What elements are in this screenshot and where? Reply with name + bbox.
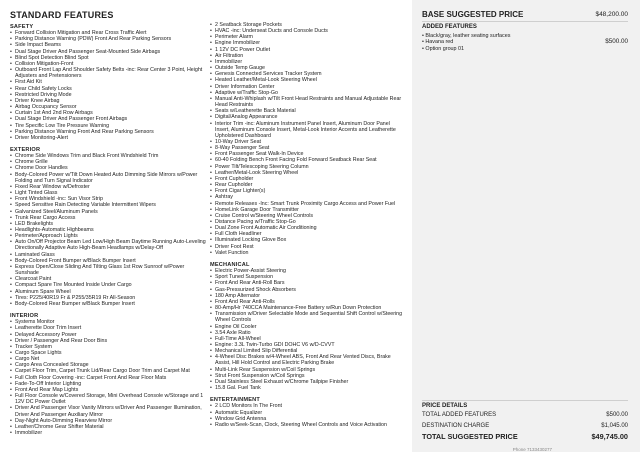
divider: [422, 21, 628, 22]
feature-item: • 2 LCD Monitors In The Front: [210, 403, 406, 409]
feature-list: [210, 22, 406, 256]
destination-row: [422, 423, 628, 429]
feature-item: • Mechanical Limited Slip Differential: [210, 348, 406, 354]
feature-list: [10, 30, 206, 141]
feature-item: • Laminated Glass: [10, 252, 206, 258]
feature-item: • Chrome Grille: [10, 159, 206, 165]
feature-item: • 180 Amp Alternator: [210, 293, 406, 299]
feature-item: • Cruise Control w/Steering Wheel Controls: [210, 213, 406, 219]
feature-item: • Fade-To-Off Interior Lighting: [10, 381, 206, 387]
feature-item: • Front Windshield -inc: Sun Visor Strip: [10, 196, 206, 202]
feature-item: • Transmission w/Driver Selectable Mode and Sequential Shift Control w/Steering Wheel Controls: [210, 311, 406, 323]
feature-item: • Front And Rear Map Lights: [10, 387, 206, 393]
feature-item: • Multi-Link Rear Suspension w/Coil Springs: [210, 367, 406, 373]
feature-item: • Illuminated Locking Glove Box: [210, 237, 406, 243]
feature-item: • Chrome Side Windows Trim and Black Front Windshield Trim: [10, 153, 206, 159]
section-heading: MECHANICAL: [210, 261, 250, 268]
feature-item: • Dual Stage Driver And Passenger Front Airbags: [10, 116, 206, 122]
feature-item: • Tire Specific Low Tire Pressure Warning: [10, 123, 206, 129]
added-feature-label: Black/gray, leather seating surfaces: [425, 33, 511, 39]
feature-item: • Headlights-Automatic Highbeams: [10, 227, 206, 233]
feature-item: • Perimeter Alarm: [210, 34, 406, 40]
feature-item: • Driver / Passenger And Rear Door Bins: [10, 338, 206, 344]
added-feature-row: • Havana red $500.00: [422, 38, 628, 46]
feature-item: • Driver Knee Airbag: [10, 98, 206, 104]
feature-item: • Auto On/Off Projector Beam Led Low/High Beam Daytime Running Auto-Leveling Directionally Adaptive Auto High-Beam Headlamps w/Delay-Off: [10, 239, 206, 251]
feature-item: • Power Tilt/Telescoping Steering Column: [210, 164, 406, 170]
feature-item: • Blind Spot Detection Blind Spot: [10, 55, 206, 61]
feature-item: • Express Open/Close Sliding And Tilting Glass 1st Row Sunroof w/Power Sunshade: [10, 264, 206, 276]
pricing-panel: [412, 0, 640, 452]
features-column-2: [210, 22, 406, 428]
total-added-label: TOTAL ADDED FEATURES: [422, 412, 497, 418]
feature-item: • Clearcoat Paint: [10, 276, 206, 282]
feature-item: • 80-Amp/Hr 740CCA Maintenance-Free Battery w/Run Down Protection: [210, 305, 406, 311]
feature-item: • Seats w/Leatherette Back Material: [210, 108, 406, 114]
feature-item: • Galvanized Steel/Aluminum Panels: [10, 209, 206, 215]
features-column-1: [10, 22, 206, 436]
feature-item: • First Aid Kit: [10, 79, 206, 85]
destination-label: DESTINATION CHARGE: [422, 423, 490, 429]
feature-item: • Restricted Driving Mode: [10, 92, 206, 98]
feature-item: • Driver Foot Rest: [210, 244, 406, 250]
feature-item: • Engine: 3.3L Twin-Turbo GDI DOHC V6 w/D-CVVT: [210, 342, 406, 348]
feature-item: • Dual Stage Driver And Passenger Seat-Mounted Side Airbags: [10, 49, 206, 55]
feature-item: • Body-Colored Front Bumper w/Black Bumper Insert: [10, 258, 206, 264]
feature-item: • Airbag Occupancy Sensor: [10, 104, 206, 110]
feature-item: • 15.8 Gal. Fuel Tank: [210, 385, 406, 391]
feature-item: • Body-Colored Power w/Tilt Down Heated Auto Dimming Side Mirrors w/Power Folding and Turn Signal Indicator: [10, 172, 206, 184]
feature-item: • Ashtray: [210, 194, 406, 200]
feature-item: • 2 Seatback Storage Pockets: [210, 22, 406, 28]
feature-item: • Leatherette Door Trim Insert: [10, 325, 206, 331]
section-heading: SAFETY: [10, 24, 34, 30]
divider: [422, 400, 628, 401]
feature-item: • Front And Rear Anti-Roll Bars: [210, 280, 406, 286]
feature-item: • LED Brakelights: [10, 221, 206, 227]
feature-item: • 10-Way Driver Seat: [210, 139, 406, 145]
feature-list: [210, 268, 406, 391]
phone-text: Phone 7133430277: [512, 447, 552, 452]
added-feature-price: $500.00: [605, 38, 628, 46]
feature-item: • Front Cigar Lighter(s): [210, 188, 406, 194]
feature-item: • Immobilizer: [10, 430, 206, 436]
feature-item: • Side Impact Beams: [10, 42, 206, 48]
feature-item: • Parking Distance Warning Front And Rear Parking Sensors: [10, 129, 206, 135]
feature-item: • Automatic Equalizer: [210, 410, 406, 416]
feature-item: • HomeLink Garage Door Transmitter: [210, 207, 406, 213]
feature-item: • Leather/Metal-Look Steering Wheel: [210, 170, 406, 176]
added-features-title: ADDED FEATURES: [422, 24, 477, 30]
added-feature-row: • Option group 01: [422, 45, 465, 52]
feature-item: • Dual Zone Front Automatic Air Conditioning: [210, 225, 406, 231]
feature-item: • Immobilizer: [210, 59, 406, 65]
feature-item: • Systems Monitor: [10, 319, 206, 325]
feature-item: • Heated Leather/Metal-Look Steering Wheel: [210, 77, 406, 83]
feature-item: • Full Cloth Floor Covering -inc: Carpet Front And Rear Floor Mats: [10, 375, 206, 381]
feature-item: • Strut Front Suspension w/Coil Springs: [210, 373, 406, 379]
feature-item: • Electric Power-Assist Steering: [210, 268, 406, 274]
feature-item: • Trunk Rear Cargo Access: [10, 215, 206, 221]
feature-item: • Perimeter/Approach Lights: [10, 233, 206, 239]
feature-item: • Cargo Net: [10, 356, 206, 362]
feature-item: • Rear Cupholder: [210, 182, 406, 188]
feature-item: • Manual Anti-Whiplash w/Tilt Front Head Restraints and Manual Adjustable Rear Head Restraints: [210, 96, 406, 108]
feature-item: • Driver Monitoring-Alert: [10, 135, 206, 141]
feature-item: • Engine Immobilizer: [210, 40, 406, 46]
total-added-value: $500.00: [606, 412, 628, 418]
feature-item: • Forward Collision Mitigation and Rear Cross Traffic Alert: [10, 30, 206, 36]
feature-item: • Collision Mitigation-Front: [10, 61, 206, 67]
base-price-label: BASE SUGGESTED PRICE: [422, 10, 524, 19]
feature-item: • Gas-Pressurized Shock Absorbers: [210, 287, 406, 293]
feature-item: • Radio w/Seek-Scan, Clock, Steering Wheel Controls and Voice Activation: [210, 422, 406, 428]
feature-item: • Full-Time All-Wheel: [210, 336, 406, 342]
feature-item: • Fixed Rear Window w/Defroster: [10, 184, 206, 190]
base-price-row: [422, 10, 628, 19]
feature-list: [210, 403, 406, 428]
feature-item: • 4-Wheel Disc Brakes w/4-Wheel ABS, Front And Rear Vented Discs, Brake Assist, Hill Hold Control and Electric Parking Brake: [210, 354, 406, 366]
feature-item: • Cargo Space Lights: [10, 350, 206, 356]
total-price-label: TOTAL SUGGESTED PRICE: [422, 432, 518, 441]
section-heading: EXTERIOR: [10, 146, 41, 153]
feature-item: • Body-Colored Rear Bumper w/Black Bumper Insert: [10, 301, 206, 307]
feature-item: • Driver Information Center: [210, 84, 406, 90]
feature-item: • Full Cloth Headliner: [210, 231, 406, 237]
added-feature-row: • Black/gray, leather seating surfaces: [422, 33, 511, 39]
added-feature-label: Option group 01: [425, 45, 465, 52]
feature-item: • Tracker System: [10, 344, 206, 350]
feature-item: • Speed Sensitive Rain Detecting Variable Intermittent Wipers: [10, 202, 206, 208]
feature-item: • Remote Releases -Inc: Smart Trunk Proximity Cargo Access and Power Fuel: [210, 201, 406, 207]
base-price-value: $48,200.00: [595, 11, 628, 18]
feature-item: • Digital/Analog Appearance: [210, 114, 406, 120]
feature-item: • Compact Spare Tire Mounted Inside Under Cargo: [10, 282, 206, 288]
feature-item: • Cargo Area Concealed Storage: [10, 362, 206, 368]
added-features-list: [422, 33, 628, 52]
total-price-row: [422, 432, 628, 441]
feature-item: • 1 12V DC Power Outlet: [210, 47, 406, 53]
feature-item: • Day-Night Auto-Dimming Rearview Mirror: [10, 418, 206, 424]
destination-value: $1,045.00: [601, 423, 628, 429]
feature-item: • Parking Distance Warning (PDW) Front And Rear Parking Sensors: [10, 36, 206, 42]
feature-item: • Genesis Connected Services Tracker System: [210, 71, 406, 77]
feature-item: • Air Filtration: [210, 53, 406, 59]
standard-features-title: STANDARD FEATURES: [10, 10, 114, 20]
feature-item: • Tires: P225/40R19 Fr & P255/35R19 Rr All-Season: [10, 295, 206, 301]
total-added-row: [422, 412, 628, 418]
feature-item: • Engine Oil Cooler: [210, 324, 406, 330]
feature-item: • Interior Trim -inc: Aluminum Instrument Panel Insert, Aluminum Door Panel Insert, Aluminum Console Insert, Metal-Look Interior Accents and Leatherette Upholstered Dashboard: [210, 121, 406, 139]
feature-list: [10, 153, 206, 307]
feature-item: • 8-Way Passenger Seat: [210, 145, 406, 151]
section-heading: ENTERTAINMENT: [210, 397, 261, 404]
feature-item: • Delayed Accessory Power: [10, 332, 206, 338]
feature-item: • Outboard Front Lap And Shoulder Safety Belts -inc: Rear Center 3 Point, Height Adjusters and Pretensioners: [10, 67, 206, 79]
feature-item: • Adaptive w/Traffic Stop-Go: [210, 90, 406, 96]
feature-item: • Window Grid Antenna: [210, 416, 406, 422]
feature-item: • Sport Tuned Suspension: [210, 274, 406, 280]
feature-item: • 60-40 Folding Bench Front Facing Fold Forward Seatback Rear Seat: [210, 157, 406, 163]
feature-item: • Light Tinted Glass: [10, 190, 206, 196]
feature-item: • Valet Function: [210, 250, 406, 256]
feature-item: • Dual Stainless Steel Exhaust w/Chrome Tailpipe Finisher: [210, 379, 406, 385]
feature-item: • Full Floor Console w/Covered Storage, Mini Overhead Console w/Storage and 1 12V DC Power Outlet: [10, 393, 206, 405]
feature-item: • 3.54 Axle Ratio: [210, 330, 406, 336]
feature-item: • Front Cupholder: [210, 176, 406, 182]
total-price-value: $49,745.00: [591, 432, 628, 441]
feature-item: • Rear Child Safety Locks: [10, 86, 206, 92]
added-feature-label: Havana red: [425, 39, 454, 46]
feature-item: • Leather/Chrome Gear Shifter Material: [10, 424, 206, 430]
feature-item: • Outside Temp Gauge: [210, 65, 406, 71]
price-details-title: PRICE DETAILS: [422, 403, 468, 409]
feature-item: • Distance Pacing w/Traffic Stop-Go: [210, 219, 406, 225]
feature-item: • Front Passenger Seat Walk-In Device: [210, 151, 406, 157]
feature-item: • Chrome Door Handles: [10, 165, 206, 171]
feature-item: • Carpet Floor Trim, Carpet Trunk Lid/Rear Cargo Door Trim and Carpet Mat: [10, 368, 206, 374]
feature-list: [10, 319, 206, 436]
feature-item: • HVAC -inc: Underseat Ducts and Console Ducts: [210, 28, 406, 34]
feature-item: • Driver And Passenger Visor Vanity Mirrors w/Driver And Passenger Illumination, Driver And Passenger Auxiliary Mirror: [10, 405, 206, 417]
feature-item: • Curtain 1st And 2nd Row Airbags: [10, 110, 206, 116]
section-heading: INTERIOR: [10, 313, 39, 320]
feature-item: • Front And Rear Anti-Rolls: [210, 299, 406, 305]
feature-item: • Aluminum Spare Wheel: [10, 289, 206, 295]
